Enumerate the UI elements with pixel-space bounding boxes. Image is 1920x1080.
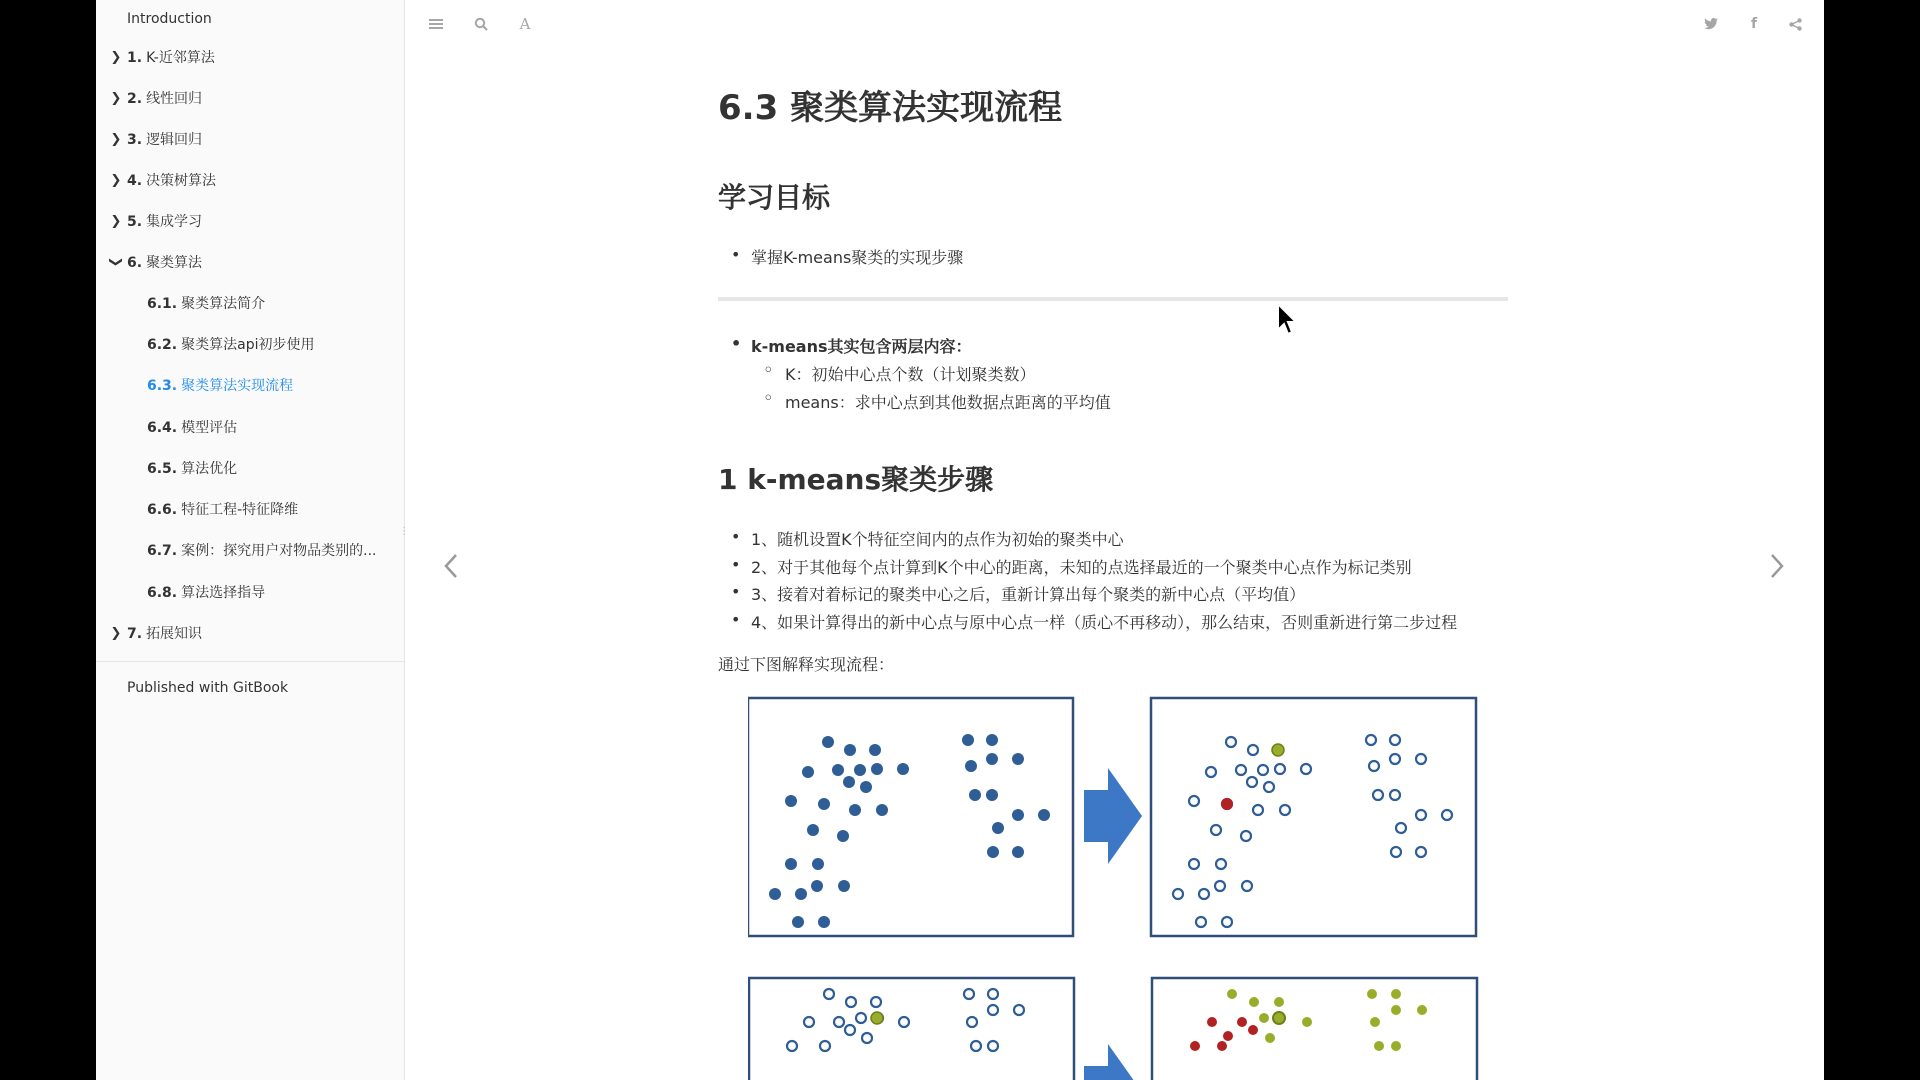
- data-point: [1416, 847, 1426, 857]
- step-item-4: • 4、如果计算得出的新中心点与原中心点一样（质心不再移动），那么结束，否则重新进行第二步过程: [751, 610, 1457, 633]
- data-point-green: [1227, 989, 1237, 999]
- data-point: [1199, 889, 1209, 899]
- data-point: [1248, 745, 1258, 755]
- data-point: [1211, 825, 1221, 835]
- sidebar-subitem-6-2[interactable]: 6.2. 聚类算法api初步使用: [147, 337, 315, 353]
- next-page-arrow[interactable]: [1765, 551, 1789, 581]
- sidebar-subitem-6-1[interactable]: 6.1. 聚类算法简介: [147, 296, 266, 312]
- data-point: [964, 989, 974, 999]
- data-point: [1215, 881, 1225, 891]
- font-icon[interactable]: A: [519, 15, 531, 33]
- data-point: [785, 795, 797, 807]
- data-point: [1196, 917, 1206, 927]
- sidebar-subitem-6-3-active[interactable]: 6.3. 聚类算法实现流程: [147, 378, 294, 394]
- data-point-green: [1259, 1013, 1269, 1023]
- data-point: [807, 824, 819, 836]
- sidebar-item-clustering[interactable]: ❯ 6. 聚类算法: [108, 255, 203, 271]
- data-point: [820, 1041, 830, 1051]
- data-point: [1369, 761, 1379, 771]
- twitter-icon[interactable]: [1701, 14, 1721, 34]
- data-point: [1173, 889, 1183, 899]
- data-point: [987, 846, 999, 858]
- data-point: [811, 880, 823, 892]
- data-point: [1236, 765, 1246, 775]
- data-point: [967, 1017, 977, 1027]
- published-with-gitbook-link[interactable]: Published with GitBook: [127, 680, 289, 696]
- data-point: [988, 1005, 998, 1015]
- data-point: [812, 858, 824, 870]
- data-point: [838, 880, 850, 892]
- data-point: [785, 858, 797, 870]
- data-point: [846, 997, 856, 1007]
- data-point: [802, 766, 814, 778]
- data-point: [971, 1041, 981, 1051]
- data-point: [792, 916, 804, 928]
- data-point: [988, 1041, 998, 1051]
- sidebar-subitem-6-4[interactable]: 6.4. 模型评估: [147, 420, 238, 436]
- data-point: [1373, 790, 1383, 800]
- data-point: [876, 804, 888, 816]
- data-point: [1391, 847, 1401, 857]
- data-point: [1390, 754, 1400, 764]
- sidebar-subitem-6-7[interactable]: 6.7. 案例：探究用户对物品类别的...: [147, 543, 377, 559]
- data-point: [1264, 782, 1274, 792]
- data-point: [795, 888, 807, 900]
- kmeans-intro-item: • k-means其实包含两层内容：: [751, 334, 972, 357]
- data-point: [1280, 805, 1290, 815]
- kmeans-steps-figure: [748, 694, 1488, 1080]
- data-point: [986, 734, 998, 746]
- sidebar-item-introduction[interactable]: Introduction: [127, 11, 212, 27]
- data-point-red: [1237, 1017, 1247, 1027]
- search-icon[interactable]: [471, 14, 491, 34]
- data-point-red: [1248, 1025, 1258, 1035]
- data-point: [844, 744, 856, 756]
- sidebar-subitem-6-5[interactable]: 6.5. 算法优化: [147, 461, 238, 477]
- section-heading-steps: 1 k-means聚类步骤: [718, 463, 994, 496]
- sidebar-item-logistic-regression[interactable]: ❯ 3. 逻辑回归: [110, 131, 203, 148]
- section-heading-goals: 学习目标: [718, 181, 831, 214]
- data-point-red: [1207, 1017, 1217, 1027]
- cluster-center-green: [1272, 744, 1284, 756]
- chevron-right-icon: ❯: [110, 625, 122, 641]
- data-point: [1216, 859, 1226, 869]
- data-point: [871, 763, 883, 775]
- data-point: [986, 753, 998, 765]
- data-point: [1258, 765, 1268, 775]
- data-point-green: [1370, 1017, 1380, 1027]
- data-point: [1390, 790, 1400, 800]
- data-point-green: [1374, 1041, 1384, 1051]
- figure-panel: [1151, 698, 1476, 936]
- data-point: [822, 736, 834, 748]
- data-point: [1189, 859, 1199, 869]
- data-point-red: [1217, 1041, 1227, 1051]
- data-point: [1014, 1005, 1024, 1015]
- data-point: [871, 997, 881, 1007]
- chevron-right-icon: ❯: [110, 90, 122, 106]
- data-point: [992, 822, 1004, 834]
- chevron-down-icon: ❯: [108, 256, 124, 268]
- step-item-3: • 3、接着对着标记的聚类中心之后，重新计算出每个聚类的新中心点（平均值）: [751, 582, 1305, 605]
- data-point: [834, 1017, 844, 1027]
- data-point-green: [1302, 1017, 1312, 1027]
- sidebar-item-decision-tree[interactable]: ❯ 4. 决策树算法: [110, 172, 217, 189]
- prev-page-arrow[interactable]: [439, 551, 463, 581]
- data-point: [1012, 846, 1024, 858]
- data-point: [1189, 796, 1199, 806]
- data-point: [897, 763, 909, 775]
- facebook-icon[interactable]: f: [1750, 16, 1758, 32]
- figure-caption: 通过下图解释实现流程：: [718, 655, 895, 674]
- data-point: [843, 776, 855, 788]
- figure-panel: [749, 978, 1074, 1080]
- data-point-green: [1265, 1033, 1275, 1043]
- data-point: [837, 830, 849, 842]
- sidebar-resize-handle[interactable]: ⋮: [399, 526, 409, 537]
- data-point-red: [1223, 1031, 1233, 1041]
- data-point: [1222, 917, 1232, 927]
- data-point: [965, 760, 977, 772]
- data-point: [818, 916, 830, 928]
- mouse-cursor-icon: [1276, 302, 1300, 336]
- cluster-center-green: [1273, 1012, 1285, 1024]
- page-title: 6.3 聚类算法实现流程: [718, 88, 1063, 128]
- cluster-center-red: [1221, 798, 1233, 810]
- data-point: [988, 989, 998, 999]
- horizontal-divider: [718, 297, 1508, 301]
- data-point: [1301, 764, 1311, 774]
- sidebar: [96, 0, 409, 1080]
- data-point-green: [1417, 1005, 1427, 1015]
- data-point: [1253, 805, 1263, 815]
- data-point: [1038, 809, 1050, 821]
- data-point: [1012, 809, 1024, 821]
- data-point-green: [1391, 1005, 1401, 1015]
- data-point-green: [1367, 989, 1377, 999]
- gitbook-app: [96, 0, 1824, 1080]
- data-point: [1242, 881, 1252, 891]
- chevron-right-icon: ❯: [110, 213, 122, 229]
- data-point: [1247, 777, 1257, 787]
- share-icon[interactable]: [1785, 14, 1805, 34]
- figure-panel: [1152, 978, 1477, 1080]
- chevron-right-icon: ❯: [110, 131, 122, 147]
- data-point-red: [1190, 1041, 1200, 1051]
- data-point: [1396, 823, 1406, 833]
- flow-arrow: [1084, 768, 1142, 864]
- data-point: [986, 789, 998, 801]
- data-point: [854, 764, 866, 776]
- data-point: [1416, 754, 1426, 764]
- data-point: [869, 744, 881, 756]
- data-point: [769, 888, 781, 900]
- data-point-green: [1391, 1041, 1401, 1051]
- data-point: [1226, 737, 1236, 747]
- data-point: [787, 1041, 797, 1051]
- data-point: [1366, 735, 1376, 745]
- data-point: [832, 764, 844, 776]
- data-point-green: [1249, 997, 1259, 1007]
- data-point: [804, 1017, 814, 1027]
- data-point: [899, 1017, 909, 1027]
- sidebar-divider: [96, 661, 404, 662]
- step-item-1: • 1、随机设置K个特征空间内的点作为初始的聚类中心: [751, 527, 1124, 550]
- figure-panel: [748, 698, 1073, 936]
- step-item-2: • 2、对于其他每个点计算到K个中心的距离，未知的点选择最近的一个聚类中心点作为标记类别: [751, 555, 1412, 578]
- data-point: [849, 804, 861, 816]
- data-point-green: [1391, 989, 1401, 999]
- data-point: [1275, 764, 1285, 774]
- data-point: [1206, 767, 1216, 777]
- flow-arrow: [1084, 1044, 1142, 1080]
- data-point: [818, 798, 830, 810]
- data-point: [1416, 810, 1426, 820]
- sidebar-item-ensemble[interactable]: ❯ 5. 集成学习: [110, 213, 203, 230]
- cluster-center-green: [871, 1012, 883, 1024]
- data-point: [860, 781, 872, 793]
- data-point: [862, 1033, 872, 1043]
- data-point: [1012, 753, 1024, 765]
- chevron-right-icon: ❯: [110, 172, 122, 188]
- menu-icon[interactable]: [426, 14, 446, 34]
- data-point: [856, 1013, 866, 1023]
- sidebar-item-knn[interactable]: ❯ 1. K-近邻算法: [110, 49, 215, 66]
- data-point: [1390, 735, 1400, 745]
- sidebar-item-extended[interactable]: ❯ 7. 拓展知识: [110, 625, 203, 642]
- sidebar-subitem-6-6[interactable]: 6.6. 特征工程-特征降维: [147, 502, 299, 518]
- data-point: [969, 789, 981, 801]
- data-point: [845, 1025, 855, 1035]
- kmeans-means-item: ◦ means：求中心点到其他数据点距离的平均值: [785, 390, 1111, 413]
- sidebar-item-linear-regression[interactable]: ❯ 2. 线性回归: [110, 90, 203, 107]
- sidebar-subitem-6-8[interactable]: 6.8. 算法选择指导: [147, 585, 266, 601]
- data-point: [962, 734, 974, 746]
- data-point-green: [1274, 997, 1284, 1007]
- data-point: [1442, 810, 1452, 820]
- goal-list-item: • 掌握K-means聚类的实现步骤: [751, 245, 963, 268]
- kmeans-k-item: ◦ K：初始中心点个数（计划聚类数）: [785, 362, 1036, 385]
- data-point: [824, 989, 834, 999]
- chevron-right-icon: ❯: [110, 49, 122, 65]
- data-point: [1241, 831, 1251, 841]
